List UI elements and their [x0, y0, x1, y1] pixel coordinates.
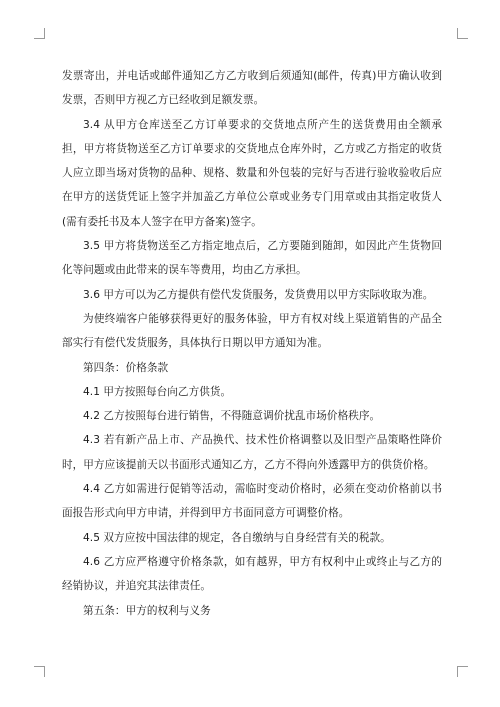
document-body: [62, 64, 442, 623]
paragraph-online-delivery: 为使终端客户能够获得更好的服务体验，甲方有权对线上渠道销售的产品全部实行有偿代发货服务，具体执行日期以甲方通知为准。: [62, 312, 442, 350]
section-heading-article-5: 第五条：甲方的权利与义务: [83, 604, 211, 617]
paragraph-4-6: 4.6 乙方应严格遵守价格条款，如有越界，甲方有权利中止或终止与乙方的经销协议，并追究其法律责任。: [62, 555, 442, 593]
crop-mark-bottom-left: [34, 666, 45, 677]
crop-mark-top-right: [457, 28, 468, 39]
paragraph-3-6: 3.6 甲方可以为乙方提供有偿代发货服务，发货费用以甲方实际收取为准。: [83, 288, 434, 301]
paragraph-4-1: 4.1 甲方按照每台向乙方供货。: [83, 385, 232, 398]
paragraph-3-4: 3.4 从甲方仓库送至乙方订单要求的交货地点所产生的送货费用由全额承担，甲方将货物送至乙方订单要求的交货地点仓库外时，乙方或乙方指定的收货人应立即当场对货物的品种、规格、数量和外包装的完好与否进行验收验收后应在甲方的送货凭证上签字并加盖乙方单位公章或业务专门用章或由其指定收货人(需有委托书及本人签字在甲方备案)签字。: [62, 118, 442, 228]
paragraph-invoice-notice: 发票寄出，并电话或邮件通知乙方乙方收到后须通知(邮件，传真)甲方确认收到发票，否则甲方视乙方已经收到足额发票。: [62, 70, 442, 107]
paragraph-4-4: 4.4 乙方如需进行促销等活动，需临时变动价格时，必须在变动价格前以书面报告形式向甲方申请，并得到甲方书面同意方可调整价格。: [62, 483, 442, 520]
crop-mark-bottom-right: [457, 666, 468, 677]
section-heading-article-4: 第四条：价格条款: [83, 361, 169, 374]
paragraph-4-3: 4.3 若有新产品上市、产品换代、技术性价格调整以及旧型产品策略性降价时，甲方应该提前天以书面形式通知乙方，乙方不得向外透露甲方的供货价格。: [62, 434, 442, 471]
crop-mark-top-left: [34, 28, 45, 39]
paragraph-4-5: 4.5 双方应按中国法律的规定，各自缴纳与自身经营有关的税款。: [83, 531, 391, 544]
paragraph-4-2: 4.2 乙方按照每台进行销售，不得随意调价扰乱市场价格秩序。: [83, 410, 381, 423]
paragraph-3-5: 3.5 甲方将货物送至乙方指定地点后，乙方要随到随卸，如因此产生货物回化等问题或由此带来的误车等费用，均由乙方承担。: [62, 240, 442, 277]
